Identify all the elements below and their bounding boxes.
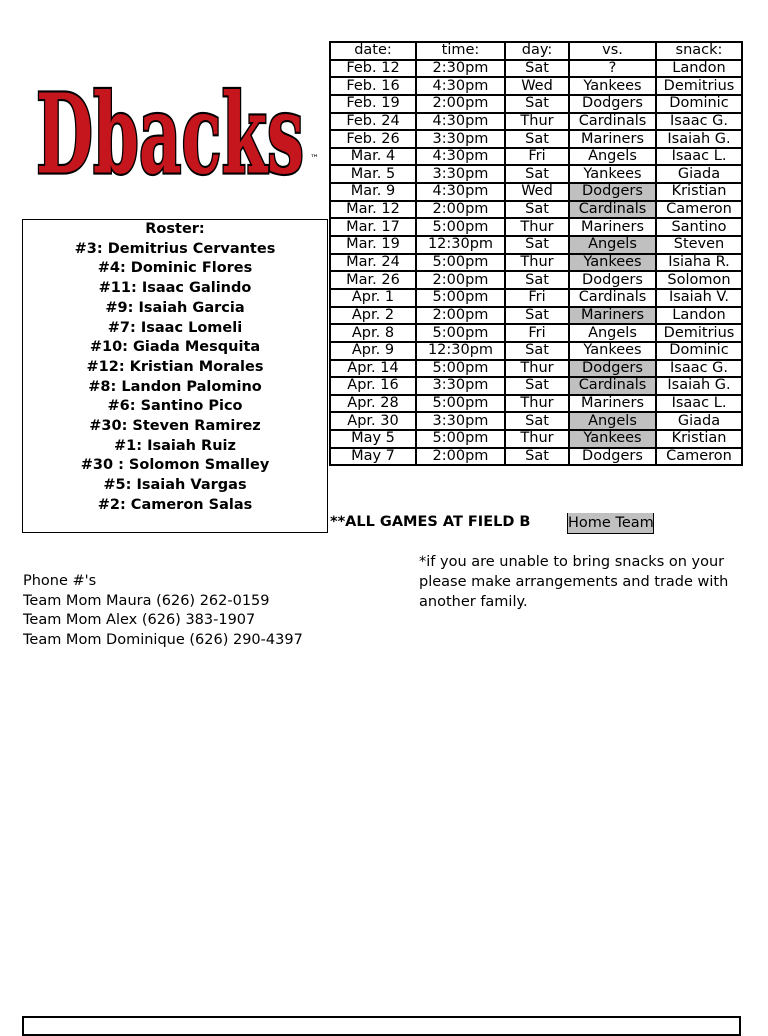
cell-date: Apr. 16 xyxy=(330,377,416,395)
roster-player: #4: Dominic Flores xyxy=(97,260,253,277)
cell-time: 3:30pm xyxy=(416,165,505,183)
cell-snack: Isaiah V. xyxy=(656,289,742,307)
cell-time: 5:00pm xyxy=(416,395,505,413)
cell-day: Fri xyxy=(505,324,569,342)
cell-date: Feb. 24 xyxy=(330,113,416,131)
cell-time: 4:30pm xyxy=(416,148,505,166)
cell-day: Sat xyxy=(505,165,569,183)
cell-snack: Isaac L. xyxy=(656,148,742,166)
cell-opponent: Cardinals xyxy=(569,201,656,219)
cell-snack: Isiaha R. xyxy=(656,254,742,272)
roster-player: #30: Steven Ramirez xyxy=(89,418,261,435)
roster-player: #2: Cameron Salas xyxy=(97,496,253,513)
cell-snack: Landon xyxy=(656,60,742,78)
cell-day: Sat xyxy=(505,130,569,148)
cell-day: Sat xyxy=(505,201,569,219)
cell-day: Thur xyxy=(505,395,569,413)
cell-day: Wed xyxy=(505,77,569,95)
header-time: time: xyxy=(416,42,505,60)
cell-time: 5:00pm xyxy=(416,430,505,448)
schedule-row xyxy=(330,148,742,166)
schedule-header-row xyxy=(330,42,742,60)
cell-snack: Cameron xyxy=(656,448,742,466)
roster-box xyxy=(22,219,328,533)
cell-day: Sat xyxy=(505,60,569,78)
cell-date: Feb. 12 xyxy=(330,60,416,78)
phone-list xyxy=(23,572,303,651)
cell-time: 5:00pm xyxy=(416,289,505,307)
roster-player: #12: Kristian Morales xyxy=(86,358,264,375)
cell-opponent: ? xyxy=(569,60,656,78)
schedule-row xyxy=(330,324,742,342)
cell-day: Thur xyxy=(505,218,569,236)
cell-snack: Isaac G. xyxy=(656,360,742,378)
cell-opponent: Cardinals xyxy=(569,113,656,131)
cell-snack: Giada xyxy=(656,165,742,183)
cell-snack: Demitrius xyxy=(656,77,742,95)
cell-date: Mar. 12 xyxy=(330,201,416,219)
schedule-row xyxy=(330,377,742,395)
roster-player: #3: Demitrius Cervantes xyxy=(74,240,276,257)
logo-trademark: ™ xyxy=(310,154,319,164)
roster-player: #11: Isaac Galindo xyxy=(98,280,252,297)
cell-snack: Steven xyxy=(656,236,742,254)
home-team-key: Home Team xyxy=(567,513,654,534)
phone-title: Phone #'s xyxy=(23,573,97,589)
cell-time: 3:30pm xyxy=(416,377,505,395)
cell-opponent: Mariners xyxy=(569,130,656,148)
cell-date: Apr. 9 xyxy=(330,342,416,360)
cell-date: Mar. 26 xyxy=(330,271,416,289)
cell-time: 4:30pm xyxy=(416,113,505,131)
header-day: day: xyxy=(505,42,569,60)
schedule-row xyxy=(330,113,742,131)
schedule-row xyxy=(330,395,742,413)
cell-time: 2:00pm xyxy=(416,95,505,113)
schedule-row xyxy=(330,201,742,219)
cell-date: Apr. 2 xyxy=(330,307,416,325)
cell-snack: Isaac L. xyxy=(656,395,742,413)
cell-opponent: Angels xyxy=(569,412,656,430)
cell-time: 5:00pm xyxy=(416,360,505,378)
phone-entry: Team Mom Maura (626) 262-0159 xyxy=(23,592,270,609)
cell-date: Apr. 28 xyxy=(330,395,416,413)
cell-snack: Isaiah G. xyxy=(656,377,742,395)
cell-time: 12:30pm xyxy=(416,236,505,254)
cell-opponent: Yankees xyxy=(569,430,656,448)
cell-time: 5:00pm xyxy=(416,254,505,272)
cell-snack: Demitrius xyxy=(656,324,742,342)
cell-time: 4:30pm xyxy=(416,183,505,201)
cell-date: May 5 xyxy=(330,430,416,448)
schedule-row xyxy=(330,412,742,430)
roster-player: #5: Isaiah Vargas xyxy=(103,477,247,494)
schedule-row xyxy=(330,60,742,78)
cell-date: Mar. 5 xyxy=(330,165,416,183)
cell-opponent: Cardinals xyxy=(569,289,656,307)
schedule-row xyxy=(330,289,742,307)
cell-day: Fri xyxy=(505,289,569,307)
cell-day: Thur xyxy=(505,430,569,448)
cell-day: Sat xyxy=(505,377,569,395)
cell-date: May 7 xyxy=(330,448,416,466)
cell-day: Thur xyxy=(505,254,569,272)
schedule-table xyxy=(329,41,743,466)
cell-date: Feb. 26 xyxy=(330,130,416,148)
schedule-row xyxy=(330,360,742,378)
schedule-row xyxy=(330,95,742,113)
cell-date: Apr. 8 xyxy=(330,324,416,342)
cell-snack: Kristian xyxy=(656,183,742,201)
cell-day: Sat xyxy=(505,307,569,325)
cell-opponent: Dodgers xyxy=(569,360,656,378)
cell-snack: Isaac G. xyxy=(656,113,742,131)
roster-player: #6: Santino Pico xyxy=(107,398,243,415)
cell-date: Feb. 19 xyxy=(330,95,416,113)
cell-day: Thur xyxy=(505,113,569,131)
snack-note: *if you are unable to bring snacks on your please make arrangements and trade with another family. xyxy=(419,554,729,610)
cell-date: Apr. 14 xyxy=(330,360,416,378)
cell-day: Sat xyxy=(505,271,569,289)
bottom-box xyxy=(22,1016,741,1036)
cell-time: 3:30pm xyxy=(416,130,505,148)
cell-date: Feb. 16 xyxy=(330,77,416,95)
cell-snack: Cameron xyxy=(656,201,742,219)
cell-time: 2:30pm xyxy=(416,60,505,78)
cell-snack: Solomon xyxy=(656,271,742,289)
cell-day: Fri xyxy=(505,148,569,166)
dbacks-logo xyxy=(34,55,326,183)
cell-time: 2:00pm xyxy=(416,271,505,289)
cell-day: Wed xyxy=(505,183,569,201)
cell-snack: Santino xyxy=(656,218,742,236)
cell-opponent: Dodgers xyxy=(569,271,656,289)
roster-player: #1: Isaiah Ruiz xyxy=(114,437,236,454)
cell-snack: Landon xyxy=(656,307,742,325)
schedule-row xyxy=(330,271,742,289)
schedule-row xyxy=(330,342,742,360)
roster-title: Roster: xyxy=(145,221,205,237)
logo-wordmark: Dbacks xyxy=(36,71,304,183)
cell-opponent: Dodgers xyxy=(569,183,656,201)
roster-player: #8: Landon Palomino xyxy=(88,378,262,395)
cell-time: 5:00pm xyxy=(416,324,505,342)
cell-snack: Giada xyxy=(656,412,742,430)
schedule-row xyxy=(330,236,742,254)
cell-opponent: Yankees xyxy=(569,165,656,183)
field-note: **ALL GAMES AT FIELD B xyxy=(330,514,531,530)
cell-time: 5:00pm xyxy=(416,218,505,236)
cell-snack: Isaiah G. xyxy=(656,130,742,148)
cell-day: Sat xyxy=(505,448,569,466)
cell-snack: Kristian xyxy=(656,430,742,448)
cell-time: 4:30pm xyxy=(416,77,505,95)
schedule-row xyxy=(330,254,742,272)
schedule-row xyxy=(330,448,742,466)
cell-opponent: Cardinals xyxy=(569,377,656,395)
cell-opponent: Angels xyxy=(569,324,656,342)
schedule-row xyxy=(330,165,742,183)
schedule-row xyxy=(330,307,742,325)
cell-date: Apr. 1 xyxy=(330,289,416,307)
cell-snack: Dominic xyxy=(656,95,742,113)
phone-entry: Team Mom Alex (626) 383-1907 xyxy=(23,612,256,629)
schedule-row xyxy=(330,218,742,236)
cell-opponent: Dodgers xyxy=(569,95,656,113)
header-snack: snack: xyxy=(656,42,742,60)
header-date: date: xyxy=(330,42,416,60)
roster-player: #30 : Solomon Smalley xyxy=(80,457,270,474)
cell-opponent: Angels xyxy=(569,148,656,166)
cell-snack: Dominic xyxy=(656,342,742,360)
cell-opponent: Yankees xyxy=(569,342,656,360)
roster-player: #10: Giada Mesquita xyxy=(89,339,261,356)
schedule-row xyxy=(330,430,742,448)
cell-time: 2:00pm xyxy=(416,448,505,466)
cell-opponent: Mariners xyxy=(569,307,656,325)
cell-day: Sat xyxy=(505,342,569,360)
cell-day: Sat xyxy=(505,95,569,113)
cell-time: 2:00pm xyxy=(416,307,505,325)
roster-player: #9: Isaiah Garcia xyxy=(105,299,245,316)
cell-date: Mar. 19 xyxy=(330,236,416,254)
cell-opponent: Yankees xyxy=(569,254,656,272)
header-vs: vs. xyxy=(569,42,656,60)
roster-player: #7: Isaac Lomeli xyxy=(107,319,243,336)
cell-opponent: Yankees xyxy=(569,77,656,95)
cell-opponent: Angels xyxy=(569,236,656,254)
cell-date: Mar. 4 xyxy=(330,148,416,166)
cell-date: Mar. 9 xyxy=(330,183,416,201)
cell-opponent: Dodgers xyxy=(569,448,656,466)
cell-day: Sat xyxy=(505,236,569,254)
cell-time: 2:00pm xyxy=(416,201,505,219)
cell-day: Thur xyxy=(505,360,569,378)
cell-time: 3:30pm xyxy=(416,412,505,430)
cell-date: Apr. 30 xyxy=(330,412,416,430)
cell-opponent: Mariners xyxy=(569,218,656,236)
cell-opponent: Mariners xyxy=(569,395,656,413)
schedule-row xyxy=(330,130,742,148)
cell-date: Mar. 17 xyxy=(330,218,416,236)
phone-entry: Team Mom Dominique (626) 290-4397 xyxy=(23,632,303,649)
schedule-row xyxy=(330,77,742,95)
schedule-body xyxy=(330,60,742,466)
cell-date: Mar. 24 xyxy=(330,254,416,272)
cell-day: Sat xyxy=(505,412,569,430)
schedule-row xyxy=(330,183,742,201)
cell-time: 12:30pm xyxy=(416,342,505,360)
